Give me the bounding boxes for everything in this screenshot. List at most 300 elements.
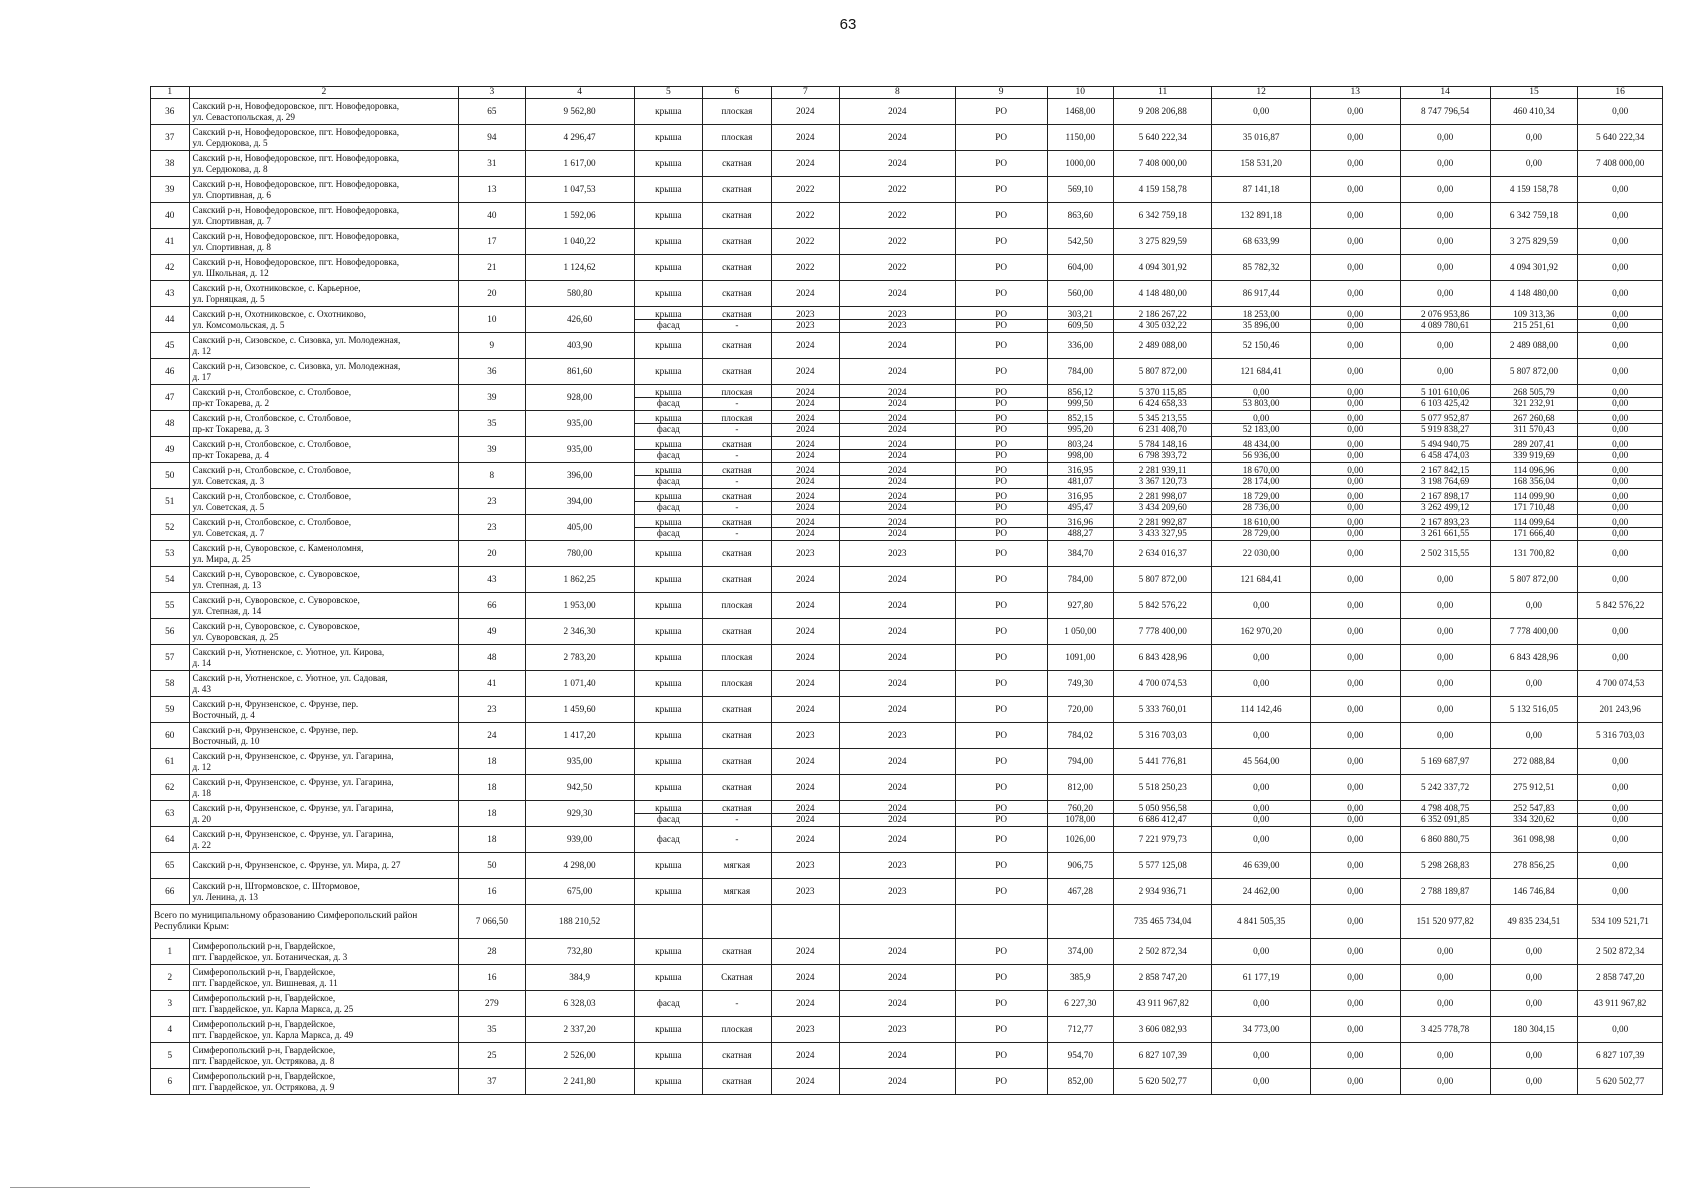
value: 18 670,00 (1212, 465, 1309, 477)
value: фасад (656, 814, 680, 824)
row-number: 36 (151, 99, 190, 125)
value: скатная (722, 781, 752, 792)
value-cell-c5 (634, 619, 702, 645)
value: 46 639,00 (1242, 859, 1280, 870)
value-cell-c9 (955, 853, 1047, 879)
value: 0,00 (1437, 997, 1454, 1008)
address-line: д. 22 (192, 839, 211, 850)
value: скатная (703, 465, 770, 477)
value: скатная (703, 439, 770, 451)
value-cell-c7 (771, 489, 839, 515)
value-cell-c8 (840, 203, 956, 229)
value: 7 408 000,00 (1596, 157, 1645, 168)
value: 2 167 842,15 (1401, 465, 1490, 477)
value: 0,00 (1253, 945, 1270, 956)
value-cell-c9 (955, 749, 1047, 775)
value-cell-c8 (840, 463, 956, 489)
value: 339 919,69 (1513, 450, 1555, 460)
row-number: 63 (151, 801, 190, 827)
value: 321 232,91 (1513, 398, 1555, 408)
address-line: Сакский р-н, Охотниковское, с. Карьерное, (192, 283, 361, 293)
value-cell-c15 (1490, 1017, 1578, 1043)
value-cell-c15 (1490, 463, 1578, 489)
value: 4 159 158,78 (1509, 183, 1559, 194)
value-cell-c15 (1490, 965, 1578, 991)
value-cell-c5 (634, 697, 702, 723)
value-cell-c12 (1212, 463, 1310, 489)
value: 0,00 (1437, 729, 1454, 740)
value: 2024 (796, 997, 815, 1008)
area-cell: 1 953,00 (525, 593, 634, 619)
value-cell-c13 (1310, 827, 1400, 853)
value-cell-c14 (1400, 723, 1490, 749)
value-cell-c11 (1113, 723, 1211, 749)
value: 2024 (888, 339, 907, 350)
value-cell-c14 (1400, 619, 1490, 645)
value: 0,00 (1612, 287, 1629, 298)
value-cell-c16 (1578, 151, 1663, 177)
value-cell-c8 (840, 99, 956, 125)
value: РО (995, 1075, 1008, 1086)
value: 0,00 (1525, 677, 1542, 688)
value: 2024 (888, 573, 907, 584)
total-empty (703, 905, 771, 939)
value: 0,00 (1311, 491, 1400, 503)
address-line: Симферопольский р-н, Гвардейское, (192, 1071, 336, 1081)
value: РО (995, 814, 1008, 824)
value: 2024 (772, 491, 839, 503)
value: 6 458 474,03 (1421, 450, 1470, 460)
value-cell-c12 (1212, 437, 1310, 463)
value-cell-c10 (1047, 255, 1113, 281)
value: крыша (655, 573, 682, 584)
value: 1150,00 (1065, 131, 1096, 142)
value-cell-c12 (1212, 359, 1310, 385)
value-cell-c14 (1400, 991, 1490, 1017)
value: 0,00 (1347, 235, 1364, 246)
value: 61 177,19 (1242, 971, 1280, 982)
value-cell-c15 (1490, 333, 1578, 359)
address-line: ул. Сердюкова, д. 5 (192, 137, 268, 148)
value: 0,00 (1437, 573, 1454, 584)
value: 0,00 (1347, 945, 1364, 956)
value-cell-c7 (771, 125, 839, 151)
address-line: пр-кт Токарева, д. 2 (192, 397, 270, 408)
row-number: 45 (151, 333, 190, 359)
page-number: 63 (839, 16, 857, 33)
value-cell-c9 (955, 177, 1047, 203)
value-cell-c13 (1310, 965, 1400, 991)
value-cell-c12 (1212, 1069, 1310, 1095)
value: РО (995, 339, 1008, 350)
address-line: д. 18 (192, 787, 211, 798)
value-cell-c9 (955, 827, 1047, 853)
row-number: 37 (151, 125, 190, 151)
value-cell-c13 (1310, 801, 1400, 827)
address-line: Сакский р-н, Столбовское, с. Столбовое, (192, 413, 352, 423)
table-row (151, 619, 1663, 645)
value: скатная (722, 235, 752, 246)
value: 0,00 (1612, 502, 1629, 512)
address-line: Сакский р-н, Новофедоровское, пгт. Новофедоровка, (192, 179, 400, 189)
value-cell-c14 (1400, 645, 1490, 671)
value-cell-c11 (1113, 827, 1211, 853)
address-line: Симферопольский р-н, Гвардейское, (192, 993, 336, 1003)
row-number: 59 (151, 697, 190, 723)
value-cell-c5 (634, 463, 702, 489)
value-cell-c10 (1047, 229, 1113, 255)
value-cell-c6 (703, 203, 771, 229)
value-cell-c6 (703, 281, 771, 307)
address-cell (189, 671, 459, 697)
table-row (151, 489, 1663, 515)
value-cell-c6 (703, 255, 771, 281)
value-cell-c11 (1113, 541, 1211, 567)
value-cell-c7 (771, 991, 839, 1017)
value: РО (956, 439, 1047, 451)
value-cell-c13 (1310, 645, 1400, 671)
value: 0,00 (1437, 261, 1454, 272)
value-cell-c16 (1578, 723, 1663, 749)
value-cell-c12 (1212, 749, 1310, 775)
area-cell: 1 124,62 (525, 255, 634, 281)
value-cell-c10 (1047, 385, 1113, 411)
value-cell-c9 (955, 489, 1047, 515)
value: 4 148 480,00 (1138, 287, 1187, 298)
value-cell-c7 (771, 541, 839, 567)
value: мягкая (723, 885, 751, 896)
value: 0,00 (1212, 803, 1309, 815)
value: 720,00 (1067, 703, 1093, 714)
value-cell-c13 (1310, 463, 1400, 489)
value: 2024 (796, 287, 815, 298)
value: 0,00 (1253, 1075, 1270, 1086)
value: 0,00 (1612, 573, 1629, 584)
value-cell-c11 (1113, 593, 1211, 619)
value-cell-c9 (955, 775, 1047, 801)
value-cell-c9 (955, 255, 1047, 281)
value: РО (995, 651, 1008, 662)
value-cell-c8 (840, 723, 956, 749)
value-cell-c15 (1490, 1069, 1578, 1095)
residents-cell: 8 (459, 463, 525, 489)
residents-cell: 39 (459, 385, 525, 411)
value-cell-c14 (1400, 125, 1490, 151)
value-cell-c12 (1212, 125, 1310, 151)
value: 0,00 (1525, 729, 1542, 740)
value-cell-c6 (703, 671, 771, 697)
value-cell-c15 (1490, 151, 1578, 177)
value: 0,00 (1347, 1049, 1364, 1060)
value: 5 640 222,34 (1596, 131, 1645, 142)
value-cell-c11 (1113, 333, 1211, 359)
value-cell-c9 (955, 567, 1047, 593)
value: 9 208 206,88 (1138, 105, 1187, 116)
table-row (151, 671, 1663, 697)
value-cell-c13 (1310, 991, 1400, 1017)
value: 0,00 (1437, 1075, 1454, 1086)
value: 2 281 939,11 (1114, 465, 1211, 477)
value-cell-c6 (703, 229, 771, 255)
value-cell-c7 (771, 359, 839, 385)
value-cell-c11 (1113, 125, 1211, 151)
value-cell-c13 (1310, 177, 1400, 203)
value: РО (995, 235, 1008, 246)
address-cell (189, 801, 459, 827)
value-cell-c8 (840, 645, 956, 671)
value-cell-c11 (1113, 775, 1211, 801)
value: 5 316 703,03 (1596, 729, 1645, 740)
value: 68 633,99 (1242, 235, 1280, 246)
value: 2024 (796, 1075, 815, 1086)
value-cell-c16 (1578, 827, 1663, 853)
table-row (151, 723, 1663, 749)
value: 6 342 759,18 (1509, 209, 1559, 220)
value-cell-c10 (1047, 991, 1113, 1017)
value: 0,00 (1612, 339, 1629, 350)
value: 2 858 747,20 (1138, 971, 1187, 982)
value: 180 304,15 (1513, 1023, 1555, 1034)
value-cell-c15 (1490, 567, 1578, 593)
value: - (735, 476, 739, 486)
value: - (735, 450, 739, 460)
address-cell (189, 463, 459, 489)
row-number: 56 (151, 619, 190, 645)
value-cell-c5 (634, 939, 702, 965)
value: скатная (722, 339, 752, 350)
value: 2024 (772, 517, 839, 529)
value-cell-c12 (1212, 991, 1310, 1017)
residents-cell: 23 (459, 697, 525, 723)
row-number: 4 (151, 1017, 190, 1043)
value-cell-c15 (1490, 697, 1578, 723)
value: 2024 (888, 287, 907, 298)
value: РО (995, 365, 1008, 376)
value-cell-c13 (1310, 671, 1400, 697)
value: крыша (635, 439, 702, 451)
value: 4 094 301,92 (1509, 261, 1559, 272)
value: скатная (722, 261, 752, 272)
value: 2024 (888, 450, 907, 460)
value: 2024 (796, 398, 815, 408)
value: РО (995, 703, 1008, 714)
value-cell-c10 (1047, 411, 1113, 437)
table-row (151, 1043, 1663, 1069)
value-cell-c16 (1578, 99, 1663, 125)
value-cell-c7 (771, 723, 839, 749)
value-cell-c6 (703, 1017, 771, 1043)
value-cell-c14 (1400, 567, 1490, 593)
value: 2023 (888, 859, 907, 870)
value-cell-c8 (840, 619, 956, 645)
address-line: ул. Школьная, д. 12 (192, 267, 269, 278)
value-cell-c9 (955, 281, 1047, 307)
area-cell: 2 337,20 (525, 1017, 634, 1043)
value: фасад (656, 502, 680, 512)
value: 6 686 412,47 (1138, 814, 1187, 824)
value: 0,00 (1612, 833, 1629, 844)
value-cell-c5 (634, 1043, 702, 1069)
address-line: д. 12 (192, 761, 211, 772)
address-line: пгт. Гвардейское, ул. Острякова, д. 9 (192, 1081, 335, 1092)
value: 2 167 898,17 (1401, 491, 1490, 503)
value-cell-c13 (1310, 385, 1400, 411)
value: 3 425 778,78 (1421, 1023, 1470, 1034)
address-line: ул. Ленина, д. 13 (192, 891, 259, 902)
value-cell-c14 (1400, 437, 1490, 463)
value: 0,00 (1612, 859, 1629, 870)
value: 22 030,00 (1242, 547, 1280, 558)
value: фасад (656, 320, 680, 330)
address-cell (189, 333, 459, 359)
value: 114 099,64 (1491, 517, 1578, 529)
value: 0,00 (1437, 971, 1454, 982)
value-cell-c9 (955, 1017, 1047, 1043)
value: 0,00 (1437, 287, 1454, 298)
value-cell-c7 (771, 151, 839, 177)
value: 5 316 703,03 (1138, 729, 1187, 740)
value: 856,12 (1048, 387, 1113, 399)
value-cell-c8 (840, 541, 956, 567)
value: 5 333 760,01 (1138, 703, 1187, 714)
value-cell-c8 (840, 775, 956, 801)
value-cell-c6 (703, 411, 771, 437)
value-cell-c12 (1212, 567, 1310, 593)
value-cell-c10 (1047, 1069, 1113, 1095)
residents-cell: 35 (459, 411, 525, 437)
value: 0,00 (1612, 755, 1629, 766)
value-cell-c11 (1113, 991, 1211, 1017)
value: 7 778 400,00 (1138, 625, 1187, 636)
area-cell: 935,00 (525, 411, 634, 437)
value: 6 227,30 (1064, 997, 1097, 1008)
value: 0,00 (1437, 235, 1454, 246)
row-number: 39 (151, 177, 190, 203)
value-cell-c7 (771, 645, 839, 671)
value-cell-c11 (1113, 437, 1211, 463)
value: 316,96 (1048, 517, 1113, 529)
value-cell-c10 (1047, 359, 1113, 385)
value-cell-c8 (840, 177, 956, 203)
value-cell-c5 (634, 281, 702, 307)
value-cell-c7 (771, 827, 839, 853)
row-number: 49 (151, 437, 190, 463)
row-number: 1 (151, 939, 190, 965)
value: 0,00 (1253, 599, 1270, 610)
value: 0,00 (1347, 833, 1364, 844)
value: фасад (656, 528, 680, 538)
address-line: Сакский р-н, Фрунзенское, с. Фрунзе, ул. Гагарина, (192, 829, 394, 839)
value: РО (995, 528, 1008, 538)
value: 0,00 (1347, 1075, 1364, 1086)
value: 2022 (796, 183, 815, 194)
value-cell-c15 (1490, 541, 1578, 567)
value-cell-c16 (1578, 307, 1663, 333)
value-cell-c14 (1400, 359, 1490, 385)
value: 2024 (772, 413, 839, 425)
value: 6 231 408,70 (1138, 424, 1187, 434)
table-row (151, 853, 1663, 879)
value: скатная (703, 517, 770, 529)
value-cell-c5 (634, 1017, 702, 1043)
address-line: ул. Спортивная, д. 7 (192, 215, 271, 226)
area-cell: 1 047,53 (525, 177, 634, 203)
value-cell-c8 (840, 385, 956, 411)
value: скатная (722, 209, 752, 220)
value: 252 547,83 (1491, 803, 1578, 815)
value: РО (956, 517, 1047, 529)
address-line: Сакский р-н, Суворовское, с. Суворовское, (192, 569, 360, 579)
value-cell-c7 (771, 853, 839, 879)
value-cell-c12 (1212, 1017, 1310, 1043)
value: 162 970,20 (1240, 625, 1282, 636)
value: 361 098,98 (1513, 833, 1555, 844)
value: 0,00 (1347, 573, 1364, 584)
value: 0,00 (1437, 209, 1454, 220)
residents-cell: 18 (459, 827, 525, 853)
value-cell-c5 (634, 437, 702, 463)
area-cell: 4 296,47 (525, 125, 634, 151)
address-cell (189, 151, 459, 177)
value-cell-c12 (1212, 593, 1310, 619)
value: 2024 (888, 945, 907, 956)
value: 215 251,61 (1513, 320, 1555, 330)
value: 0,00 (1253, 833, 1270, 844)
value: 2024 (888, 157, 907, 168)
value: скатная (722, 1075, 752, 1086)
value-cell-c5 (634, 177, 702, 203)
value: 0,00 (1612, 209, 1629, 220)
value: 784,00 (1067, 573, 1093, 584)
value: 2024 (796, 833, 815, 844)
value: 2024 (888, 476, 907, 486)
address-line: ул. Спортивная, д. 8 (192, 241, 271, 252)
value: 0,00 (1612, 814, 1629, 824)
value: 3 275 829,59 (1509, 235, 1559, 246)
value: 5 577 125,08 (1138, 859, 1187, 870)
value: 906,75 (1067, 859, 1093, 870)
address-cell (189, 1017, 459, 1043)
residents-cell: 36 (459, 359, 525, 385)
table-row (151, 593, 1663, 619)
value: 28 736,00 (1242, 502, 1280, 512)
value: 0,00 (1578, 491, 1662, 503)
table-row (151, 801, 1663, 827)
value: 5 640 222,34 (1138, 131, 1187, 142)
value-cell-c10 (1047, 333, 1113, 359)
row-number: 54 (151, 567, 190, 593)
value: - (735, 528, 739, 538)
address-line: ул. Суворовская, д. 25 (192, 631, 279, 642)
value-cell-c7 (771, 965, 839, 991)
value-cell-c10 (1047, 1043, 1113, 1069)
area-cell: 426,60 (525, 307, 634, 333)
value: 0,00 (1347, 599, 1364, 610)
value-cell-c16 (1578, 879, 1663, 905)
value: 569,10 (1067, 183, 1093, 194)
address-cell (189, 697, 459, 723)
value: плоская (703, 387, 770, 399)
value: РО (956, 465, 1047, 477)
address-line: ул. Советская, д. 3 (192, 475, 265, 486)
value: РО (995, 502, 1008, 512)
value-cell-c9 (955, 991, 1047, 1017)
value: крыша (655, 105, 682, 116)
value-cell-c7 (771, 437, 839, 463)
value: 0,00 (1311, 803, 1400, 815)
value: 2024 (888, 424, 907, 434)
address-line: д. 14 (192, 657, 211, 668)
